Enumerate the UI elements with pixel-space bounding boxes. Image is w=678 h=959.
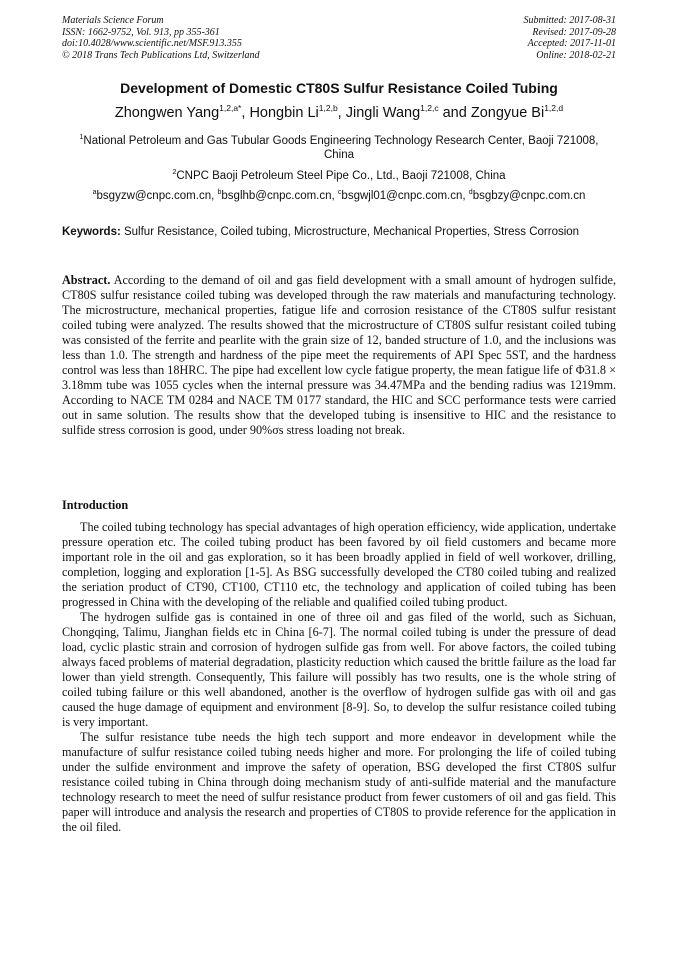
affiliation-2 bbox=[70, 166, 608, 183]
author-name: Hongbin Li bbox=[249, 104, 319, 121]
journal-name: Materials Science Forum bbox=[62, 15, 164, 26]
keywords-label: Keywords: bbox=[62, 226, 121, 238]
introduction-paragraph: The hydrogen sulfide gas is contained in one of three oil and gas filed of the world, such as Sichuan, Chongqing, Talimu, Jianghan fields etc in China [6-7]. The normal coiled tubing is under the pressure of dead load, cyclic plastic strain and corrosion of hydrogen sulfide gas from well. For above factors, the coiled tubing always faced problems of material degradation, plasticity reduction which caused the brittle failure as the load far lower than yield strength. Consequently, This failure will possibly has two results, one is the whole string of coiled tubing failure or this well abandoned, another is the overflow of hydrogen sulfide gas with oil and gas caused the huge damage of equipment and environment [8-9]. So, to develop the sulfur resistance coiled tubing is very important. bbox=[62, 610, 616, 729]
affiliation-1 bbox=[70, 131, 608, 162]
submitted-date: Submitted: 2017-08-31 bbox=[523, 15, 616, 26]
abstract-label: Abstract. bbox=[62, 273, 111, 287]
abstract-text: According to the demand of oil and gas field development with a small amount of hydrogen sulfide, CT80S sulfur resistance coiled tubing was developed through the raw materials and manufacturing technology. The microstructure, mechanical properties, fatigue life and corrosion resistance of the CT80S sulfur resistant coiled tubing were analyzed. The results showed that the microstructure of CT80S sulfur resistant coiled tubing was consisted of the ferrite and pearlite with the grain size of 12, banded structure of 1.0, and the inclusions was less than 1.0. The strength and hardness of the pipe meet the requirements of API Spec 5ST, and the hardness control was less than 18HRC. The pipe had excellent low cycle fatigue property, the mean fatigue life of Φ31.8 × 3.18mm tube was 1055 cycles when the internal pressure was 34.47MPa and the bending radius was 1219mm. According to NACE TM 0284 and NACE TM 0177 standard, the HIC and SCC performance tests were carried out in same solution. The results show that the developed tubing is insensitive to HIC and the resistance to sulfide stress corrosion is good, under 90%σs stress loading not break. bbox=[62, 273, 616, 437]
introduction-paragraph: The coiled tubing technology has special advantages of high operation efficiency, wide application, undertake pressure operation etc. The coiled tubing product has been favored by oil field customers and became more important role in the oil and gas exploration, so it has been broadly applied in field of well workover, drilling, completion, logging and exploration [1-5]. As BSG successfully developed the CT80 coiled tubing and realized the seriation product of CT90, CT100, CT110 etc, the technology and application of coiled tubing has been progressed in China with the developing of the reliable and qualified coiled tubing product. bbox=[62, 520, 616, 609]
journal-info bbox=[62, 15, 260, 61]
email-separator: , bbox=[462, 189, 469, 202]
author-name: Zhongwen Yang bbox=[114, 104, 220, 121]
email-separator: , bbox=[211, 189, 218, 202]
email-list bbox=[40, 189, 638, 202]
doi-line: doi:10.4028/www.scientific.net/MSF.913.355 bbox=[62, 38, 242, 49]
author-affiliation-marker: 1,2,c bbox=[420, 103, 439, 113]
accepted-date: Accepted: 2017-11-01 bbox=[527, 38, 616, 49]
issn-line: ISSN: 1662-9752, Vol. 913, pp 355-361 bbox=[62, 26, 220, 38]
email-marker: b bbox=[217, 189, 222, 196]
email-address: bsglhb@cnpc.com.cn bbox=[221, 189, 332, 202]
email-marker: c bbox=[337, 189, 342, 196]
email-marker: d bbox=[468, 189, 473, 196]
copyright-line: © 2018 Trans Tech Publications Ltd, Switzerland bbox=[62, 49, 260, 61]
abstract-block bbox=[62, 273, 616, 438]
keywords-text: Sulfur Resistance, Coiled tubing, Microstructure, Mechanical Properties, Stress Corrosion bbox=[120, 226, 580, 238]
author-name: Zongyue Bi bbox=[470, 104, 545, 121]
online-date: Online: 2018-02-21 bbox=[536, 49, 616, 61]
email-address: bsgwjl01@cnpc.com.cn bbox=[341, 189, 463, 202]
affiliation-marker: 1 bbox=[79, 134, 84, 141]
email-marker: a bbox=[92, 189, 97, 196]
author-separator: and bbox=[438, 104, 471, 121]
author-separator: , bbox=[337, 104, 346, 121]
affiliation-marker: 2 bbox=[172, 169, 177, 176]
email-address: bsgyzw@cnpc.com.cn bbox=[96, 189, 212, 202]
author-list bbox=[30, 103, 648, 121]
dates-info bbox=[524, 15, 617, 61]
author-affiliation-marker: 1,2,d bbox=[544, 103, 564, 113]
paper-title: Development of Domestic CT80S Sulfur Resistance Coiled Tubing bbox=[120, 80, 558, 96]
author-name: Jingli Wang bbox=[345, 104, 421, 121]
affiliation-text: National Petroleum and Gas Tubular Goods Engineering Technology Research Center, Baoji 721008, China bbox=[83, 134, 599, 161]
introduction-paragraph: The sulfur resistance tube needs the high tech support and more endeavor in development while the manufacture of sulfur resistance coiled tubing needs higher and more. For prolonging the life of coiled tubing under the sulfide environment and improve the safety of operation, BSG developed the first CT80S sulfur resistance coiled tubing in China through doing mechanism study of anti-sulfide material and the manufacture technology research to meet the need of sulfur resistance product from fewer customers of oil and gas field. This paper will introduce and analysis the research and properties of CT80S to provide reference for the application in the oil filed. bbox=[62, 730, 616, 834]
email-separator: , bbox=[331, 189, 338, 202]
author-separator: , bbox=[241, 104, 250, 121]
author-affiliation-marker: 1,2,a* bbox=[219, 103, 242, 113]
email-address: bsgbzy@cnpc.com.cn bbox=[472, 189, 586, 202]
affiliation-text: CNPC Baoji Petroleum Steel Pipe Co., Ltd., Baoji 721008, China bbox=[176, 169, 506, 182]
introduction-body bbox=[62, 520, 616, 835]
keywords-block bbox=[62, 225, 616, 239]
author-affiliation-marker: 1,2,b bbox=[318, 103, 338, 113]
revised-date: Revised: 2017-09-28 bbox=[532, 26, 616, 38]
introduction-heading: Introduction bbox=[62, 498, 129, 512]
